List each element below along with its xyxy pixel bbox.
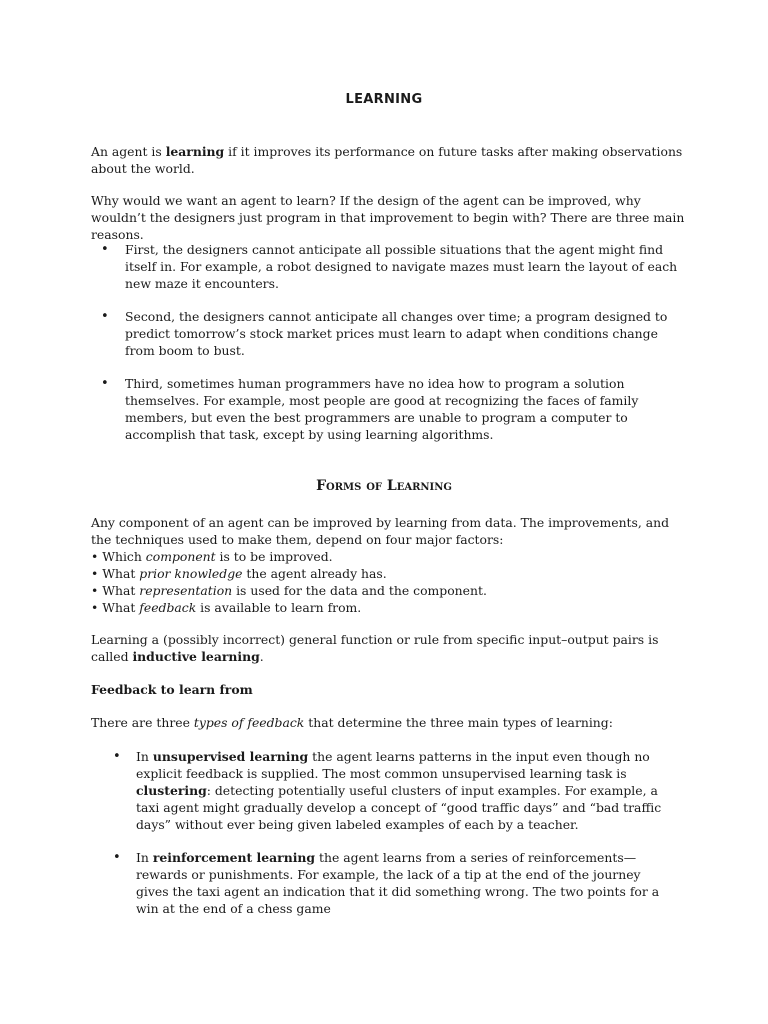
factor-item: • What prior knowledge the agent already has. [91, 566, 387, 581]
feedback-paragraph: There are three types of feedback that determine the three main types of learning: [91, 715, 613, 730]
list-item: • Third, sometimes human programmers have no idea how to program a solution themselves. For example, most people are good at recognizing the faces of family members, but even the best programmers are unable to program a computer to accomplish that task, except by using learning algorithms. [101, 376, 639, 442]
forms-paragraph: Any component of an agent can be improved by learning from data. The improvements, and the techniques used to make them, depend on four major factors: • Which component is to be improved. • What prior knowledge the agent already has. • What representation is used for the data and the component. • What feedback is available to learn from. [91, 514, 691, 616]
inductive-paragraph: Learning a (possibly incorrect) general function or rule from specific input–output pairs is called inductive learning. [91, 632, 659, 664]
term-reinforcement-learning: reinforcement learning [152, 850, 316, 865]
list-item: • First, the designers cannot anticipate all possible situations that the agent might find itself in. For example, a robot designed to navigate mazes must learn the layout of each new maze it encounters. [101, 242, 678, 291]
term-inductive-learning: inductive learning [132, 649, 260, 664]
term-clustering: clustering [136, 783, 207, 798]
factor-item: • What representation is used for the data and the component. [91, 583, 487, 598]
page-title: LEARNING [345, 92, 423, 107]
term-learning: learning [165, 144, 225, 159]
bullet-icon: • [101, 309, 109, 324]
section-heading-forms: Forms of Learning [316, 478, 452, 494]
factor-item: • Which component is to be improved. [91, 549, 333, 564]
bullet-icon: • [113, 749, 121, 764]
list-item: • Second, the designers cannot anticipate all changes over time; a program designed to predict tomorrow’s stock market prices must learn to adapt when conditions change from boom to bust. [101, 309, 668, 358]
bullet-icon: • [113, 850, 121, 865]
feedback-types-list [103, 748, 673, 917]
list-item: • In reinforcement learning the agent learns from a series of reinforcements—rewards or punishments. For example, the lack of a tip at the end of the journey gives the taxi agent an indication that it did something wrong. The two points for a win at the end of a chess game [113, 850, 660, 916]
reasons-list [91, 241, 691, 443]
bullet-icon: • [101, 376, 109, 391]
feedback-heading: Feedback to learn from [91, 682, 253, 697]
intro-paragraph-1: An agent is learning if it improves its performance on future tasks after making observations about the world. [91, 144, 683, 176]
factor-item: • What feedback is available to learn from. [91, 600, 362, 615]
term-unsupervised-learning: unsupervised learning [152, 749, 309, 764]
intro-paragraph-2: Why would we want an agent to learn? If the design of the agent can be improved, why wouldn’t the designers just program in that improvement to begin with? There are three main reasons. [91, 193, 685, 242]
bullet-icon: • [101, 242, 109, 257]
list-item: • In unsupervised learning the agent learns patterns in the input even though no explicit feedback is supplied. The most common unsupervised learning task is clustering: detecting potentially useful clusters of input examples. For example, a taxi agent might gradually develop a concept of “good traffic days” and “bad traffic days” without ever being given labeled examples of each by a teacher. [113, 749, 662, 832]
